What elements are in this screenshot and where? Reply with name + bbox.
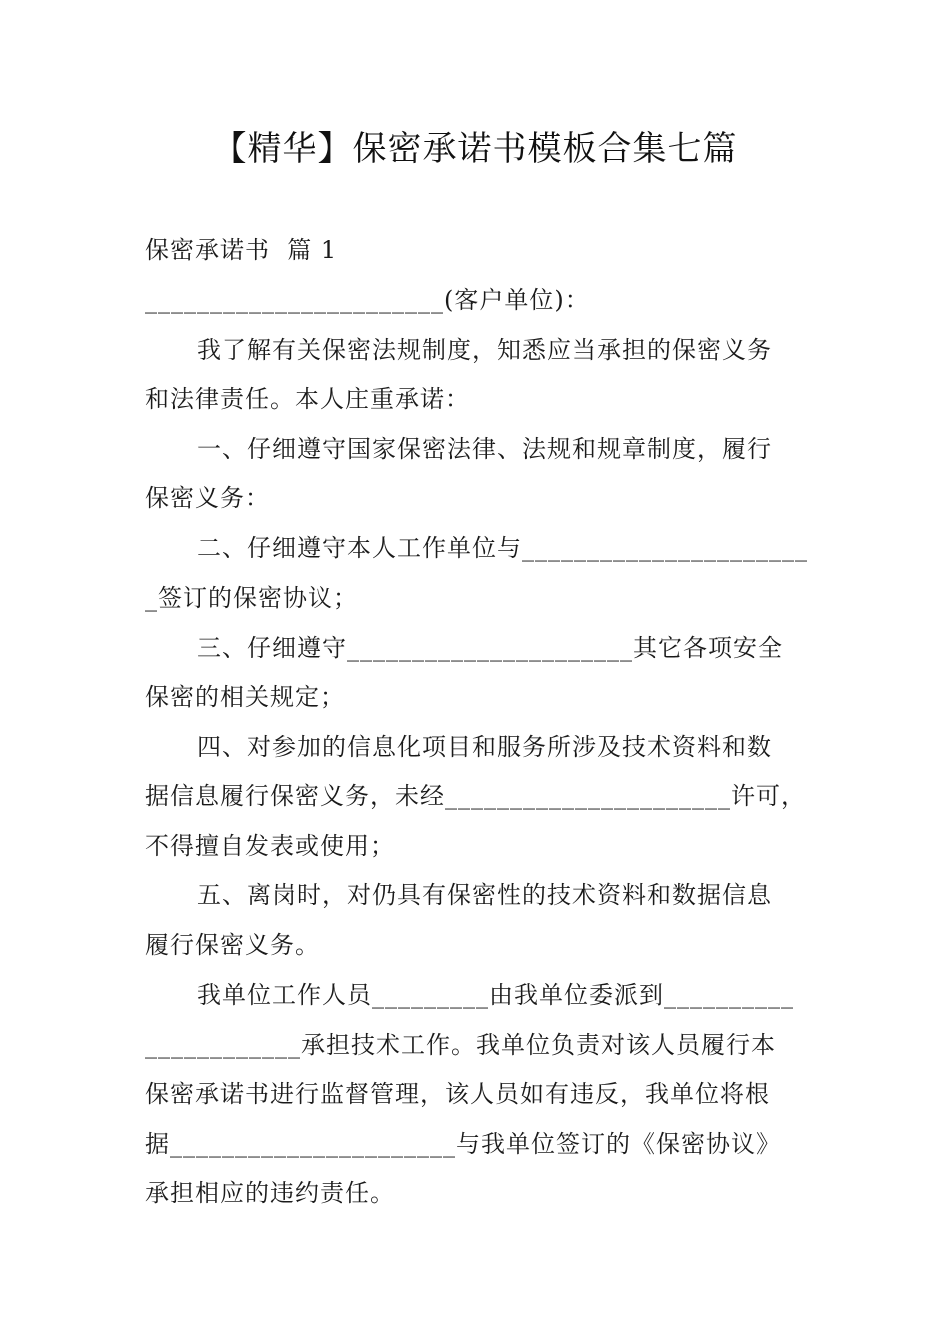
commitment-item-3: 三、仔细遵守______________________其它各项安全 (197, 634, 783, 662)
commitment-item-2: 二、仔细遵守本人工作单位与______________________ (197, 534, 808, 562)
commitment-item-1: 一、仔细遵守国家保密法律、法规和规章制度，履行 (197, 435, 772, 463)
unit-statement-line: 我单位工作人员_________由我单位委派到__________ (197, 981, 794, 1009)
paragraph-line: _签订的保密协议； (145, 584, 358, 612)
section-heading: 保密承诺书 篇 1 (145, 236, 338, 264)
paragraph-line: ____________承担技术工作。我单位负责对该人员履行本 (145, 1031, 776, 1059)
paragraph-line: 保密义务： (145, 484, 270, 512)
paragraph-line: 我了解有关保密法规制度，知悉应当承担的保密义务 (197, 336, 772, 364)
paragraph-line: 不得擅自发表或使用； (145, 832, 395, 860)
paragraph-line: 据______________________与我单位签订的《保密协议》 (145, 1130, 781, 1158)
paragraph-line: 保密承诺书进行监督管理，该人员如有违反，我单位将根 (145, 1080, 770, 1108)
document-title: 【精华】保密承诺书模板合集七篇 (212, 129, 738, 169)
paragraph-line: 保密的相关规定； (145, 683, 345, 711)
commitment-item-4: 四、对参加的信息化项目和服务所涉及技术资料和数 (197, 733, 772, 761)
paragraph-line: 据信息履行保密义务，未经______________________许可， (145, 782, 806, 810)
paragraph-line: 履行保密义务。 (145, 931, 320, 959)
paragraph-line: 承担相应的违约责任。 (145, 1179, 395, 1207)
commitment-item-5: 五、离岗时，对仍具有保密性的技术资料和数据信息 (197, 881, 772, 909)
client-unit-line: _______________________(客户单位)： (145, 286, 590, 314)
paragraph-line: 和法律责任。本人庄重承诺： (145, 385, 470, 413)
